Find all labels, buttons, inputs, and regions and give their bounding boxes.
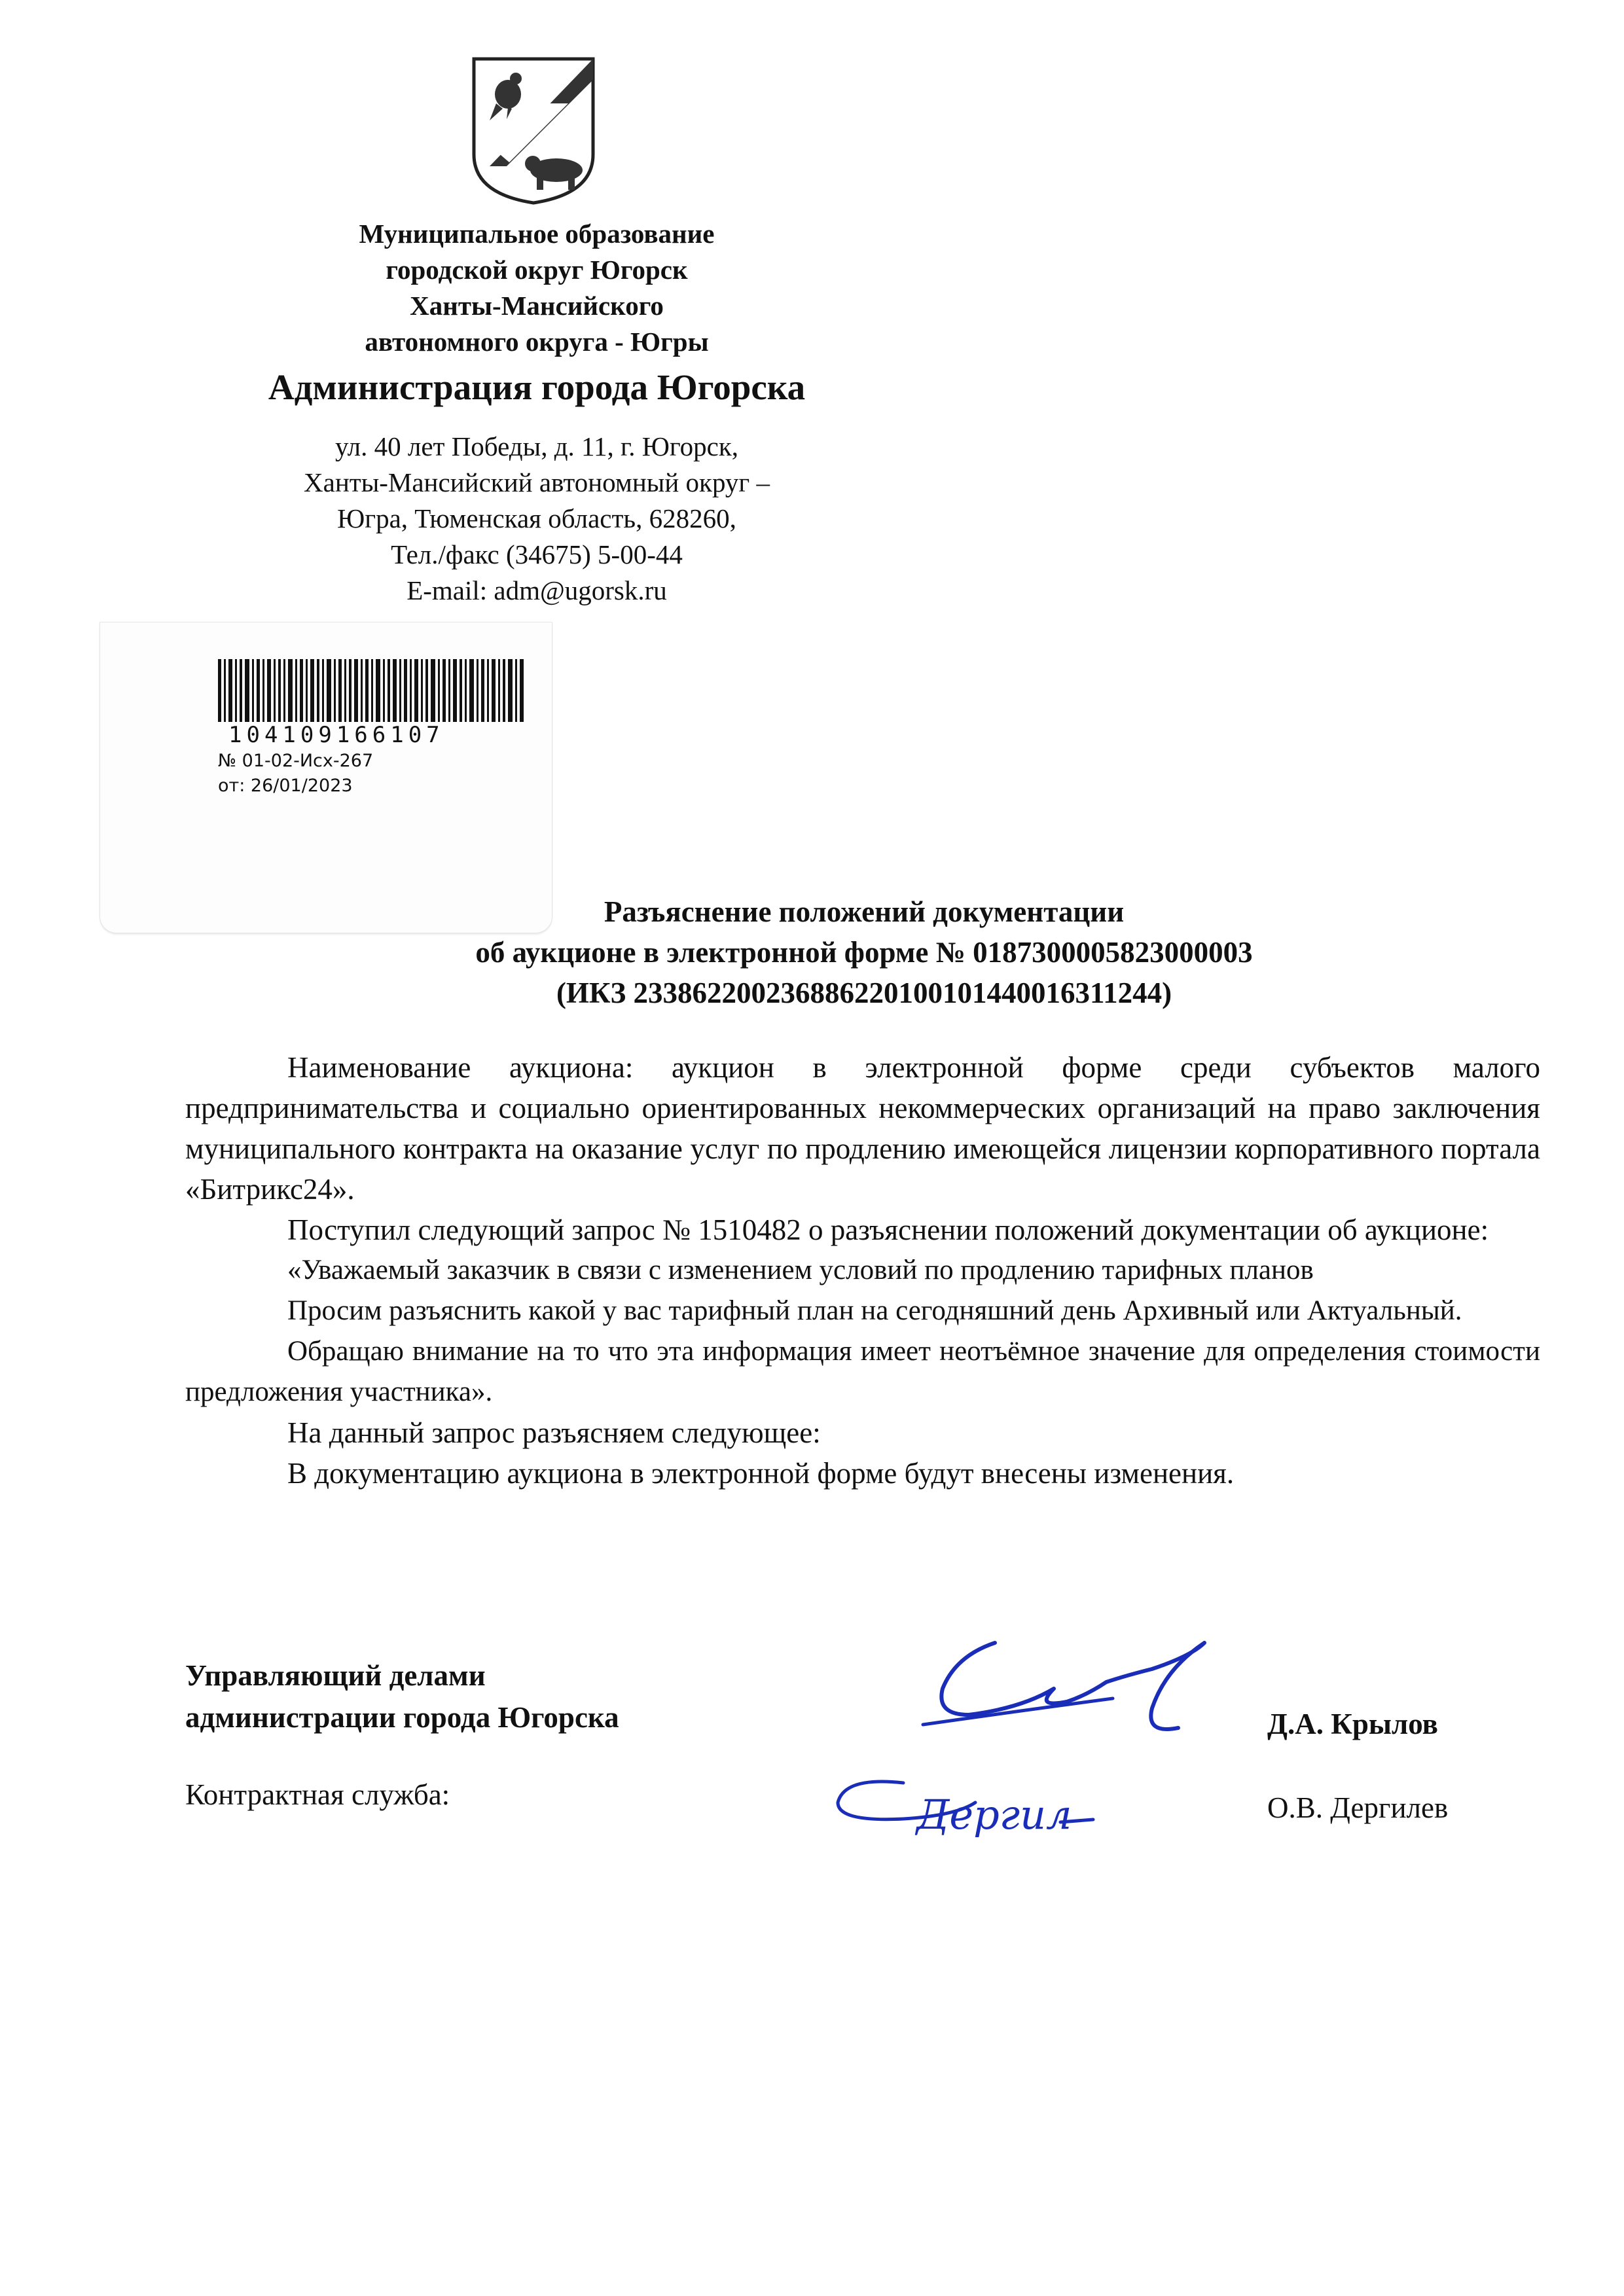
administration-title: Администрация города Югорска	[268, 367, 806, 407]
barcode-number: 104109166107	[228, 722, 444, 748]
signer-name: Д.А. Крылов	[1267, 1708, 1438, 1740]
coat-of-arms-emblem	[470, 56, 597, 206]
registration-number: № 01-02-Исх-267	[218, 751, 374, 771]
org-line: Ханты-Мансийского	[410, 291, 664, 321]
address-line: Югра, Тюменская область, 628260,	[337, 503, 736, 533]
org-line: автономного округа - Югры	[365, 327, 709, 357]
body-paragraph: На данный запрос разъясняем следующее:	[287, 1416, 821, 1449]
document-body	[185, 1047, 1540, 1494]
handwritten-signature	[916, 1617, 1257, 1748]
address-block	[223, 429, 851, 609]
quoted-request-paragraph: Просим разъяснить какой у вас тарифный план на сегодняшний день Архивный или Актуальный.	[287, 1295, 1462, 1326]
handwritten-signature-2	[825, 1763, 1100, 1855]
body-paragraph: Поступил следующий запрос № 1510482 о разъяснении положений документации об аукционе:	[287, 1213, 1489, 1246]
title-line: (ИКЗ 233862200236886220100101440016311244)	[556, 977, 1172, 1009]
address-line: Ханты-Мансийский автономный округ –	[304, 467, 770, 497]
quoted-request-paragraph: Обращаю внимание на то что эта информация имеет неотъёмное значение для определения стоимости предложения участника».	[185, 1336, 1540, 1407]
phone-line: Тел./факс (34675) 5-00-44	[391, 539, 683, 569]
address-line: ул. 40 лет Победы, д. 11, г. Югорск,	[334, 431, 739, 461]
org-line: городской округ Югорск	[386, 255, 688, 285]
position-line: администрации города Югорска	[185, 1701, 619, 1734]
registration-date: от: 26/01/2023	[218, 776, 353, 796]
barcode-icon	[218, 659, 526, 722]
position-line: Управляющий делами	[185, 1659, 486, 1692]
body-paragraph: Наименование аукциона: аукцион в электронной форме среди субъектов малого предпринимательства и социально ориентированных некоммерческих организаций на право заключения муниципального контракта на оказание услуг по продлению имеющейся лицензии корпоративного портала «Битрикс24».	[185, 1051, 1540, 1206]
document-title	[327, 891, 1401, 1013]
signer-position	[185, 1655, 619, 1738]
title-line: об аукционе в электронной форме № 0187300005823000003	[475, 936, 1253, 969]
org-line: Муниципальное образование	[359, 219, 715, 249]
registration-sticker	[99, 622, 552, 933]
quoted-request-paragraph: «Уважаемый заказчик в связи с изменением условий по продлению тарифных планов	[287, 1255, 1314, 1285]
contract-service-name: О.В. Дергилев	[1267, 1791, 1449, 1824]
email-line: E-mail: adm@ugorsk.ru	[406, 575, 667, 605]
title-line: Разъяснение положений документации	[604, 895, 1125, 928]
contract-service-label: Контрактная служба:	[185, 1778, 450, 1811]
body-paragraph: В документацию аукциона в электронной форме будут внесены изменения.	[287, 1457, 1235, 1490]
organization-block	[223, 216, 851, 411]
signature-2-text: Дергил	[916, 1791, 1072, 1839]
